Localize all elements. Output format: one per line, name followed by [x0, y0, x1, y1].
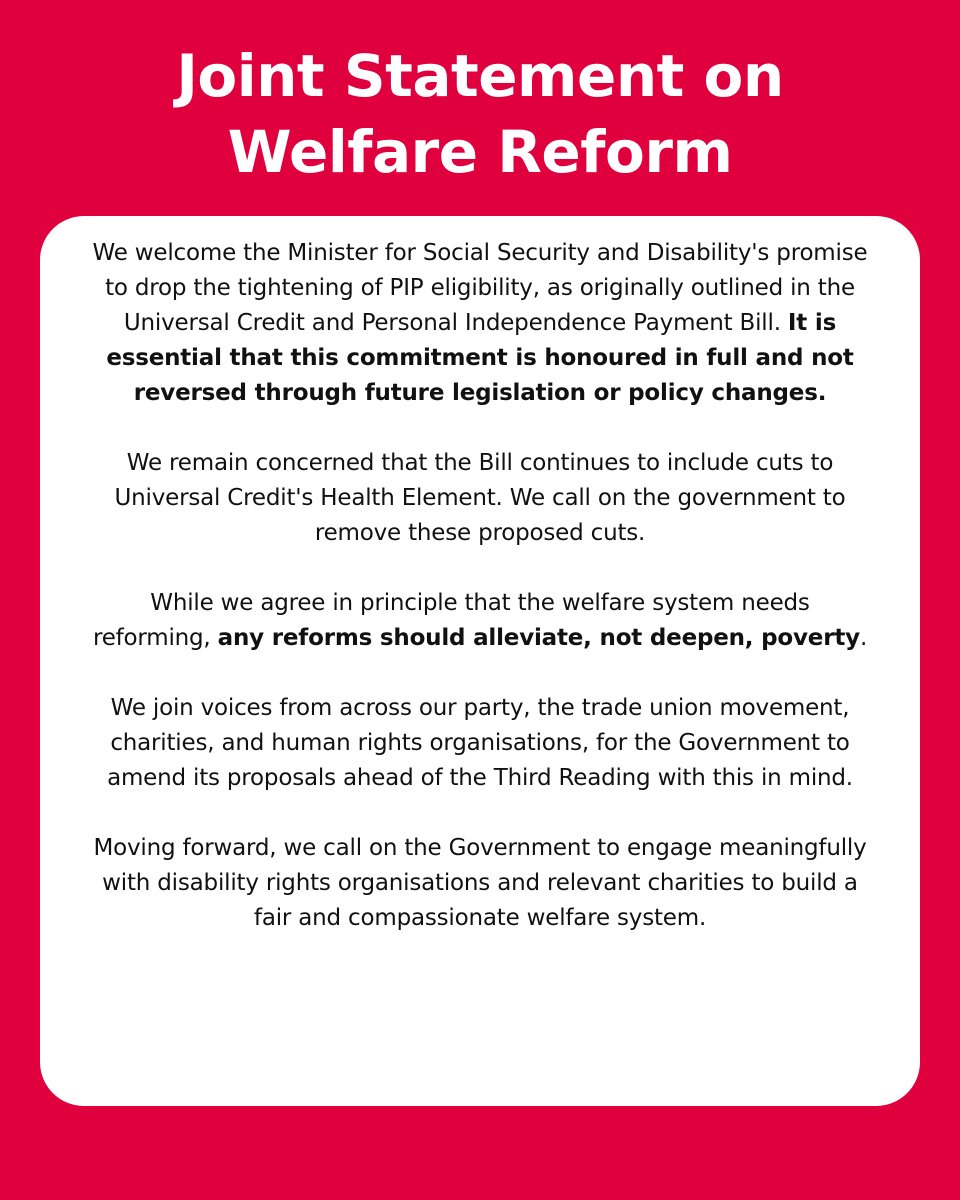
statement-card — [40, 216, 920, 1106]
page-title-line-2: Welfare Reform — [227, 118, 733, 186]
page-title-line-1: Joint Statement on — [176, 42, 784, 110]
paragraph-5-text: Moving forward, we call on the Government to engage meaningfully with disability rights organisations and relevant charities to build a fair and compassionate welfare system. — [93, 835, 867, 931]
statement-paragraph-5 — [90, 831, 870, 936]
statement-paragraph-2 — [90, 446, 870, 551]
paragraph-3-text: While we agree in principle that the welfare system needs reforming, — [92, 590, 810, 651]
paragraph-3-tail: . — [859, 625, 868, 651]
paragraph-3-emphasis: any reforms should alleviate, not deepen, poverty — [217, 625, 860, 651]
paragraph-4-text: We join voices from across our party, the trade union movement, charities, and human rights organisations, for the Government to amend its proposals ahead of the Third Reading with this in mind. — [107, 695, 853, 791]
paragraph-1-emphasis: It is essential that this commitment is honoured in full and not reversed through future legislation or policy changes. — [106, 310, 854, 406]
page-title — [0, 38, 960, 190]
paragraph-1-text: We welcome the Minister for Social Security and Disability's promise to drop the tightening of PIP eligibility, as originally outlined in the Universal Credit and Personal Independence Payment Bill. — [92, 240, 868, 336]
statement-paragraph-3 — [90, 586, 870, 656]
statement-paragraph-1 — [90, 236, 870, 411]
statement-paragraph-4 — [90, 691, 870, 796]
paragraph-2-text: We remain concerned that the Bill continues to include cuts to Universal Credit's Health Element. We call on the government to remove these proposed cuts. — [114, 450, 846, 546]
